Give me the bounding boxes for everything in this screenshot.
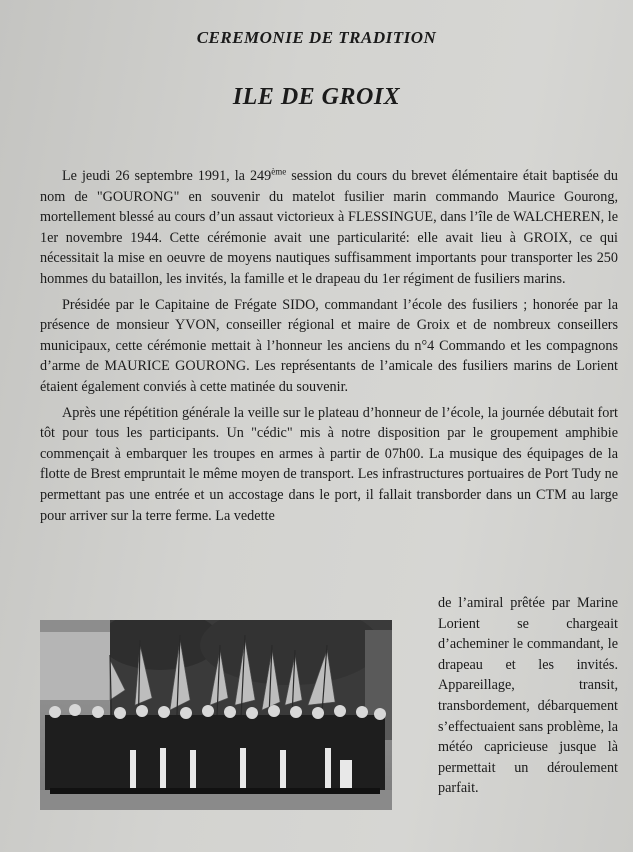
section-header: CEREMONIE DE TRADITION xyxy=(196,28,437,47)
paragraph-1-rest: session du cours du brevet élémentaire était baptisée du nom de "GOURONG" en souvenir du matelot fusilier marin commando Maurice Gourong, mortellement blessé au cours d’un assaut victorieux à FLESSINGUE, dans l’île de WALCHEREN, le 1er novembre 1944. Cette cérémonie avait une particularité: elle avait lieu à GROIX, ce qui nécessitait la mise en oeuvre de moyens nautiques suffisamment importants pour transporter les 250 hommes du bataillon, les invités, la famille et le drapeau du 1er régiment de fusiliers marins. xyxy=(40,168,618,287)
ceremony-photo xyxy=(40,620,392,810)
page-title: ILE DE GROIX xyxy=(232,84,401,110)
paragraph-3: Après une répétition générale la veille sur le plateau d’honneur de l’école, la journée débutait fort tôt pour tous les participants. Un "cédic" mis à notre disposition par le groupement amphibie commençait à embarquer les troupes en armes à partir de 07h00. La musique des équipages de la flotte de Brest empruntait le même moyen de transport. Les infrastructures portuaires de Port Tudy ne permettant pas une entrée et un accostage dans le port, il fallait transborder dans un CTM au large pour arriver sur la terre ferme. La vedette xyxy=(40,404,618,524)
paragraph-2: Présidée par le Capitaine de Frégate SIDO, commandant l’école des fusiliers ; honorée par la présence de monsieur YVON, conseiller régional et maire de Groix et de nombreux conseillers municipaux, cette cérémonie mettait à l’honneur les anciens du n°4 Commando et les compagnons d’arme de MAURICE GOURONG. Les représentants de l’amicale des fusiliers marins de Lorient étaient également conviés à cette matinée du souvenir. xyxy=(40,296,618,395)
ordinal-superscript: ème xyxy=(271,166,287,177)
paragraph-1-start: Le jeudi 26 septembre 1991, la 249 xyxy=(62,168,272,184)
ceremony-photo-illustration xyxy=(40,620,392,810)
paragraph-3-continued: de l’amiral prêtée par Marine Lorient se chargeait d’acheminer le commandant, le drapeau et les invités. Appareillage, transit, transbordement, débarquement s’effectuaient sans problème, la météo capricieuse jusque là permettait un déroulement parfait. xyxy=(438,595,618,797)
article-body xyxy=(40,166,618,531)
paragraph-1 xyxy=(40,166,618,290)
